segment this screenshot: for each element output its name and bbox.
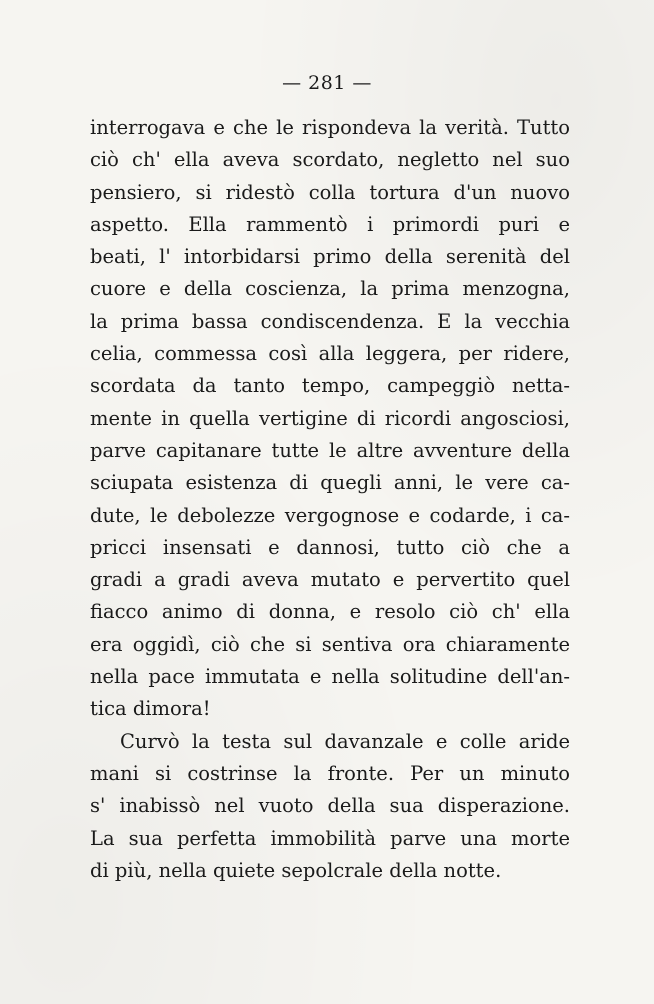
text-line: beati, l' intorbidarsi primo della serenità del xyxy=(90,245,570,269)
body-text xyxy=(90,112,570,887)
text-line: parve capitanare tutte le altre avventure della xyxy=(90,438,570,462)
paragraph xyxy=(90,112,570,726)
text-line: pensiero, si ridestò colla tortura d'un nuovo xyxy=(90,180,570,204)
text-line: gradi a gradi aveva mutato e pervertito quel xyxy=(90,568,570,592)
text-line: dute, le debolezze vergognose e codarde, i ca- xyxy=(90,503,570,527)
text-line: Curvò la testa sul davanzale e colle aride xyxy=(120,729,570,753)
paragraph xyxy=(90,726,570,887)
text-line: la prima bassa condiscendenza. E la vecchia xyxy=(90,309,570,333)
text-line: nella pace immutata e nella solitudine dell'an- xyxy=(90,665,570,689)
text-line: sciupata esistenza di quegli anni, le vere ca- xyxy=(90,471,570,495)
text-line: ciò ch' ella aveva scordato, negletto nel suo xyxy=(90,148,570,172)
text-line: mani si costrinse la fronte. Per un minuto xyxy=(90,761,570,785)
page-number: — 281 — xyxy=(282,72,372,94)
text-line: pricci insensati e dannosi, tutto ciò che a xyxy=(90,535,570,559)
text-line: aspetto. Ella rammentò i primordi puri e xyxy=(90,212,570,236)
text-line: era oggidì, ciò che si sentiva ora chiaramente xyxy=(90,632,570,656)
text-line: interrogava e che le rispondeva la verità. Tutto xyxy=(90,116,570,139)
text-line: scordata da tanto tempo, campeggiò netta- xyxy=(90,374,570,398)
text-line: mente in quella vertigine di ricordi angosciosi, xyxy=(90,406,570,430)
text-line: s' inabissò nel vuoto della sua disperazione. xyxy=(90,794,570,818)
text-line: fiacco animo di donna, e resolo ciò ch' ella xyxy=(90,600,570,624)
text-line: tica dimora! xyxy=(90,697,211,721)
text-line: celia, commessa così alla leggera, per ridere, xyxy=(90,342,570,366)
text-line: di più, nella quiete sepolcrale della notte. xyxy=(90,858,502,882)
text-line: cuore e della coscienza, la prima menzogna, xyxy=(90,277,570,301)
text-line: La sua perfetta immobilità parve una morte xyxy=(90,826,570,850)
